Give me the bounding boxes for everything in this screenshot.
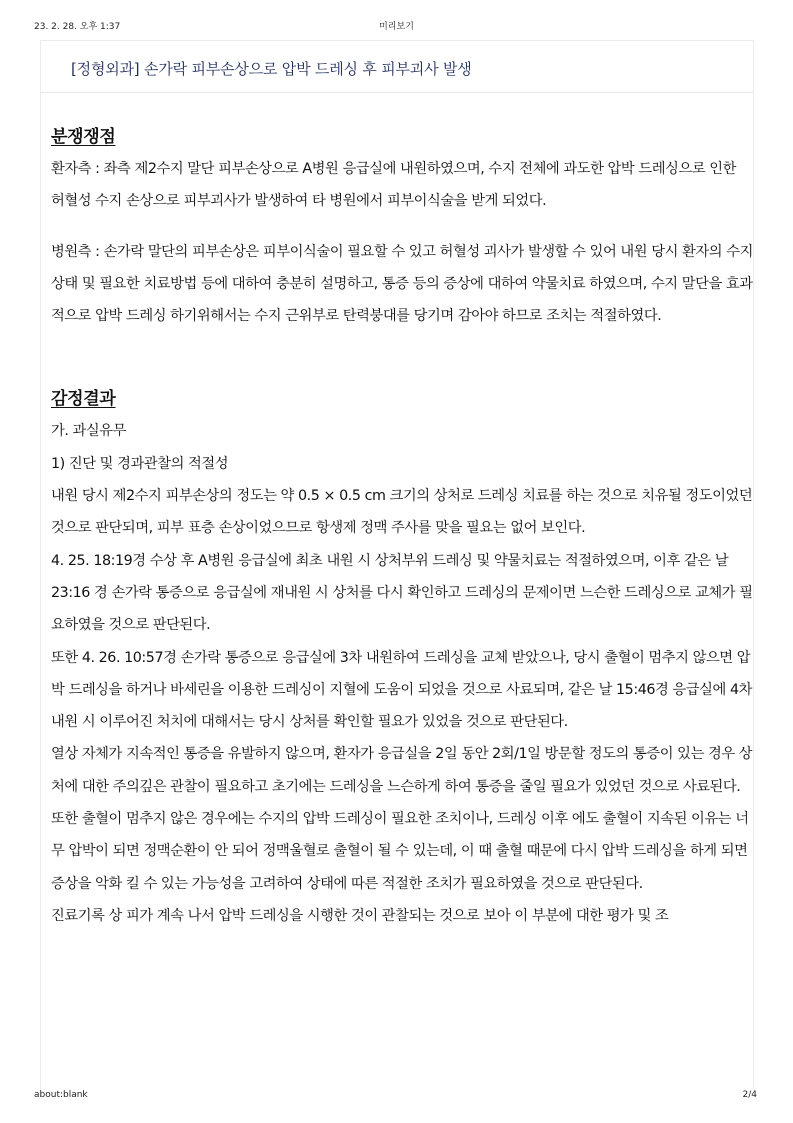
subheading-diagnosis: 1) 진단 및 경과관찰의 적절성 [51,455,229,472]
patient-claim: 환자측 : 좌측 제2수지 말단 피부손상으로 A병원 응급실에 내원하였으며, 수지 전체에 과도한 압박 드레싱으로 인한 허혈성 수지 손상으로 피부괴사가 발생하여 타 병원에서 피부이식술을 받게 되었다. [51,161,736,210]
result-paragraph: 또한 4. 26. 10:57경 손가락 통증으로 응급실에 3차 내원하여 드레싱을 교체 받았으나, 당시 출혈이 멈추지 않으면 압박 드레싱을 하거나 바세린을 이용한 드레싱이 지혈에 도움이 되었을 것으로 사료되며, 같은 날 15:46경 응급실에 4차 내원 시 이루어진 처치에 대해서는 당시 상처를 확인할 필요가 있었을 것으로 판단된다. [51,649,752,731]
result-paragraph: 열상 자체가 지속적인 통증을 유발하지 않으며, 환자가 응급실을 2일 동안 2회/1일 방문할 정도의 통증이 있는 경우 상처에 대한 주의깊은 관찰이 필요하고 초기에는 드레싱을 느슨하게 하여 통증을 줄일 필요가 있었던 것으로 사료된다. [51,746,753,795]
result-paragraph: 또한 출혈이 멈추지 않은 경우에는 수지의 압박 드레싱이 필요한 조치이나, 드레싱 이후 에도 출혈이 지속된 이유는 너무 압박이 되면 정맥순환이 안 되어 정맥울혈로 출혈이 될 수 있는데, 이 때 출혈 때문에 다시 압박 드레싱을 하게 되면 증상을 악화 킬 수 있는 가능성을 고려하여 상태에 따른 적절한 조치가 필요하였을 것으로 판단된다. [51,811,749,892]
subheading-fault: 가. 과실유무 [51,423,126,440]
result-paragraph: 4. 25. 18:19경 수상 후 A병원 응급실에 최초 내원 시 상처부위 드레싱 및 약물치료는 적절하였으며, 이후 같은 날 23:16 경 손가락 통증으로 응급실에 재내원 시 상처를 다시 확인하고 드레싱의 문제이면 느슨한 드레싱으로 교체가 필요하였을 것으로 판단된다. [51,552,753,634]
result-paragraph: 진료기록 상 피가 계속 나서 압박 드레싱을 시행한 것이 관찰되는 것으로 보아 이 부분에 대한 평가 및 조 [51,907,669,924]
print-header [0,19,793,33]
document-title: [정형외과] 손가락 피부손상으로 압박 드레싱 후 피부괴사 발생 [41,41,753,93]
page-number: 2/4 [742,1090,757,1100]
print-title: 미리보기 [379,22,414,32]
document-content [41,93,753,932]
hospital-claim: 병원측 : 손가락 말단의 피부손상은 피부이식술이 필요할 수 있고 허혈성 괴사가 발생할 수 있어 내원 당시 환자의 수지 상태 및 필요한 치료방법 등에 대하여 충분히 설명하고, 통증 등의 증상에 대하여 약물치료 하였으며, 수지 말단을 효과적으로 압박 드레싱 하기위해서는 수지 근위부로 탄력붕대를 당기며 감아야 하므로 조치는 적절하였다. [51,243,753,325]
print-date: 23. 2. 28. 오후 1:37 [34,22,121,32]
print-url: about:blank [34,1090,88,1100]
dispute-heading: 분쟁쟁점 [51,127,116,147]
document-sheet [40,40,754,1090]
result-heading: 감정결과 [51,389,116,410]
result-paragraph: 내원 당시 제2수지 피부손상의 정도는 약 0.5 × 0.5 cm 크기의 상처로 드레싱 치료를 하는 것으로 치유될 정도이었던 것으로 판단되며, 피부 표층 손상이었으므로 항생제 정맥 주사를 맞을 필요는 없어 보인다. [51,488,753,537]
print-footer [0,1090,793,1104]
